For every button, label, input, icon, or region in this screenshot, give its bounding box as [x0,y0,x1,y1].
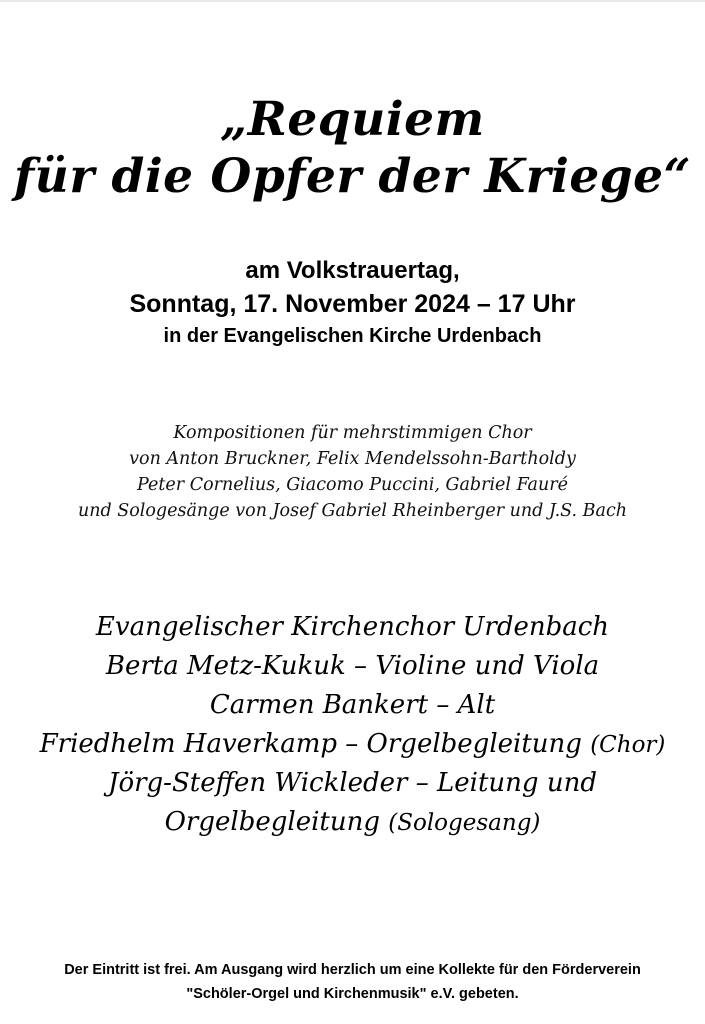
event-details [0,255,705,351]
performer-line [0,608,705,647]
event-occasion: am Volkstrauertag, [245,257,460,284]
program-list [0,420,705,524]
admission-line: "Schöler-Orgel und Kirchenmusik" e.V. gebeten. [186,986,519,1002]
performer-line [0,725,705,764]
event-venue: in der Evangelischen Kirche Urdenbach [163,325,542,347]
program-line: Kompositionen für mehrstimmigen Chor [173,423,532,443]
performer-role: (Chor) [590,732,666,758]
performers-list [0,608,705,842]
top-divider [0,0,705,2]
performer-line [0,803,705,842]
performer-name: Orgelbegleitung [164,807,389,837]
title-line-1: „Requiem [220,92,485,147]
performer-name: Berta Metz-Kukuk – Violine und Viola [105,651,600,681]
program-line: Peter Cornelius, Giacomo Puccini, Gabriel Fauré [137,475,568,495]
performer-name: Jörg-Steffen Wickleder – Leitung und [108,768,597,798]
performer-name: Carmen Bankert – Alt [209,690,496,720]
performer-role: (Sologesang) [388,810,541,836]
performer-name: Friedhelm Haverkamp – Orgelbegleitung [39,729,591,759]
program-line: und Sologesänge von Josef Gabriel Rheinberger und J.S. Bach [77,501,628,521]
performer-line [0,686,705,725]
title-line-2: für die Opfer der Kriege“ [13,149,692,204]
performer-name: Evangelischer Kirchenchor Urdenbach [95,612,610,642]
admission-line: Der Eintritt ist frei. Am Ausgang wird herzlich um eine Kollekte für den Förderverein [64,962,641,978]
admission-note [0,958,705,1006]
event-datetime: Sonntag, 17. November 2024 – 17 Uhr [129,290,576,318]
performer-line [0,647,705,686]
program-line: von Anton Bruckner, Felix Mendelssohn-Bartholdy [129,449,576,469]
performer-line [0,764,705,803]
poster-title [0,92,705,206]
